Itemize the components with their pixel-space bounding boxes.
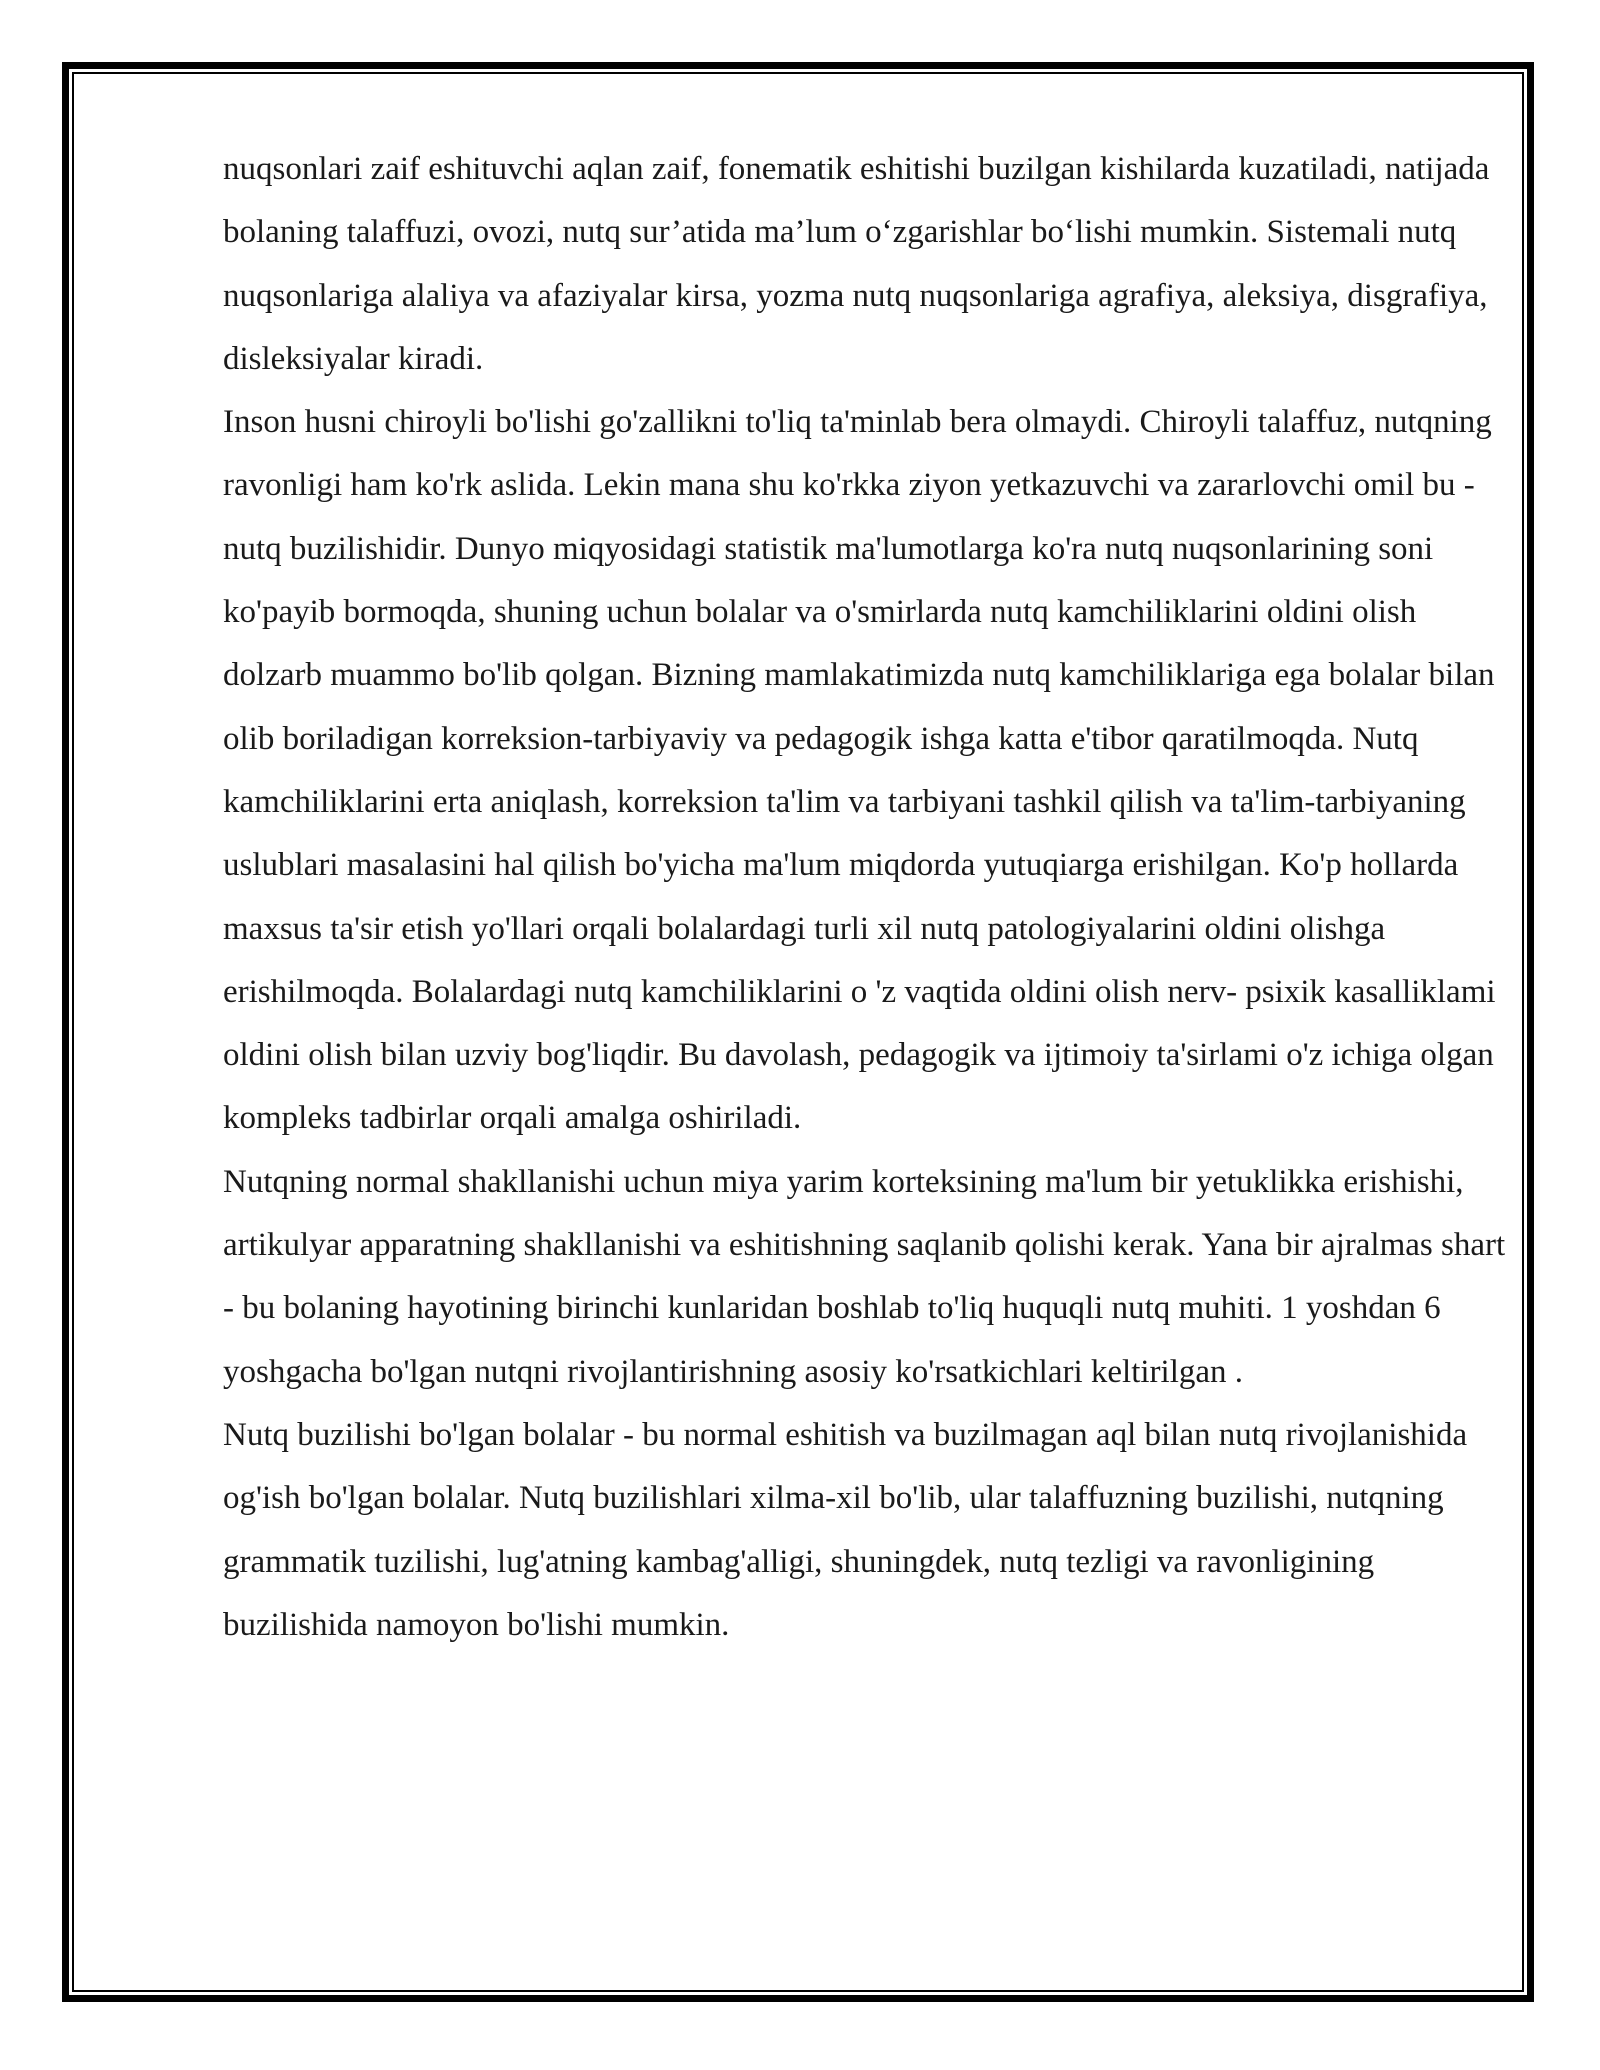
paragraph-speech-defects-types: nuqsonlari zaif eshituvchi aqlan zaif, fonematik eshitishi buzilgan kishilarda kuzatiladi, natijada bolaning talaffuzi, ovozi, nutq sur’atida ma’lum o‘zgarishlar bo‘lishi mumkin. Sistemali nutq nuqsonlariga alaliya va afaziyalar kirsa, yozma nutq nuqsonlariga agrafiya, aleksiya, disgrafiya, disleksiyalar kiradi. xyxy=(223,151,1490,377)
document-body xyxy=(223,138,1513,1657)
paragraph-normal-speech-development: Nutqning normal shakllanishi uchun miya yarim korteksining ma'lum bir yetuklikka erishishi, artikulyar apparatning shakllanishi va eshitishning saqlanib qolishi kerak. Yana bir ajralmas shart - bu bolaning hayotining birinchi kunlaridan boshlab to'liq huquqli nutq muhiti. 1 yoshdan 6 yoshgacha bo'lgan nutqni rivojlantirishning asosiy ko'rsatkichlari keltirilgan . xyxy=(223,1163,1506,1390)
paragraph-speech-importance: Inson husni chiroyli bo'lishi go'zallikni to'liq ta'minlab bera olmaydi. Chiroyli talaffuz, nutqning ravonligi ham ko'rk aslida. Lekin mana shu ko'rkka ziyon yetkazuvchi va zararlovchi omil bu - nutq buzilishidir. Dunyo miqyosidagi statistik ma'lumotlarga ko'ra nutq nuqsonlarining soni ko'payib bormoqda, shuning uchun bolalar va o'smirlarda nutq kamchiliklarini oldini olish dolzarb muammo bo'lib qolgan. Bizning mamlakatimizda nutq kamchiliklariga ega bolalar bilan olib boriladigan korreksion-tarbiyaviy va pedagogik ishga katta e'tibor qaratilmoqda. Nutq kamchiliklarini erta aniqlash, korreksion ta'lim va tarbiyani tashkil qilish va ta'lim-tarbiyaning uslublari masalasini hal qilish bo'yicha ma'lum miqdorda yutuqiarga erishilgan. Ko'p hollarda maxsus ta'sir etish yo'llari orqali bolalardagi turli xil nutq patologiyalarini oldini olishga erishilmoqda. Bolalardagi nutq kamchiliklarini o 'z vaqtida oldini olish nerv- psixik kasalliklami oldini olish bilan uzviy bog'liqdir. Bu davolash, pedagogik va ijtimoiy ta'sirlami o'z ichiga olgan kompleks tadbirlar orqali amalga oshiriladi. xyxy=(223,404,1496,1137)
paragraph-children-speech-disorders: Nutq buzilishi bo'lgan bolalar - bu normal eshitish va buzilmagan aql bilan nutq rivojlanishida og'ish bo'lgan bolalar. Nutq buzilishlari xilma-xil bo'lib, ular talaffuzning buzilishi, nutqning grammatik tuzilishi, lug'atning kambag'alligi, shuningdek, nutq tezligi va ravonligining buzilishida namoyon bo'lishi mumkin. xyxy=(223,1416,1468,1643)
